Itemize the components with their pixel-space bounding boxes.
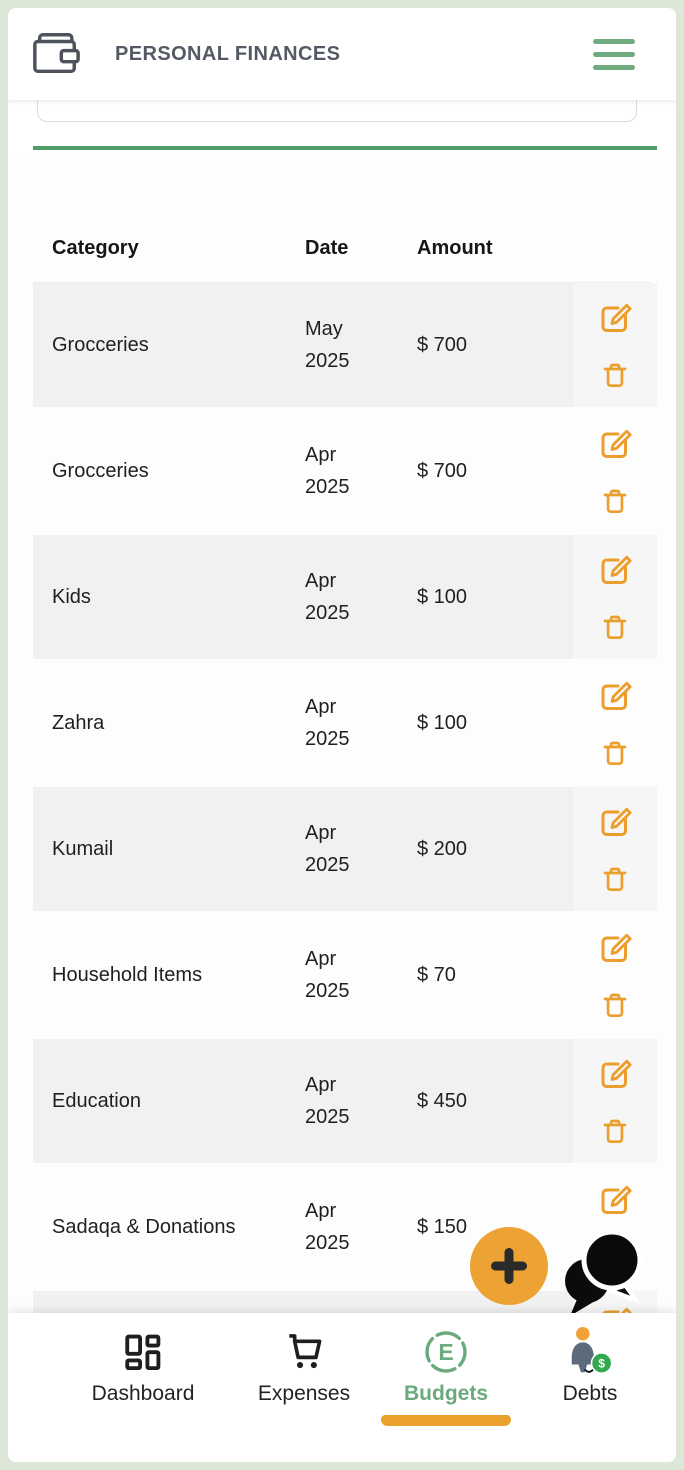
nav-label: Debts <box>562 1382 618 1405</box>
budget-date: Apr 2025 <box>305 1074 350 1128</box>
nav-item-dashboard[interactable] <box>92 1327 195 1406</box>
app-card <box>8 8 676 1462</box>
budget-category: Kids <box>52 585 91 608</box>
budget-date: Apr 2025 <box>305 822 350 876</box>
table-row <box>33 787 651 911</box>
budget-category: Sadaqa & Donations <box>52 1215 236 1238</box>
budget-amount: $ 450 <box>417 1089 468 1112</box>
budget-date: May 2025 <box>305 318 350 372</box>
budget-category: Education <box>52 1089 141 1112</box>
budget-category: Grocceries <box>52 333 149 356</box>
table-row-partial <box>33 1291 651 1313</box>
plus-icon <box>489 1246 529 1286</box>
row-actions <box>573 409 657 533</box>
budget-amount: $ 700 <box>417 459 468 482</box>
cart-icon <box>281 1329 327 1375</box>
table-row <box>33 409 651 533</box>
table-row <box>33 661 651 785</box>
active-tab-underline <box>381 1415 511 1426</box>
chat-icon[interactable] <box>562 1226 648 1318</box>
svg-text:E: E <box>438 1339 454 1365</box>
budget-amount: $ 200 <box>417 837 468 860</box>
bottom-nav <box>8 1313 676 1462</box>
row-actions <box>573 283 657 407</box>
budget-category: Grocceries <box>52 459 149 482</box>
edit-icon[interactable] <box>597 929 633 965</box>
budget-date: Apr 2025 <box>305 1200 350 1254</box>
table-row <box>33 1165 651 1289</box>
budget-category: Household Items <box>52 963 203 986</box>
table-header <box>33 152 651 283</box>
edit-icon[interactable] <box>597 1181 633 1217</box>
column-header-category: Category <box>52 237 139 259</box>
table-row <box>33 913 651 1037</box>
delete-icon[interactable] <box>599 359 631 391</box>
app-bar <box>8 8 676 100</box>
table-row <box>33 535 651 659</box>
row-actions <box>573 661 657 785</box>
budget-date: Apr 2025 <box>305 570 350 624</box>
column-header-amount: Amount <box>417 237 493 259</box>
edit-icon[interactable] <box>597 425 633 461</box>
nav-item-expenses[interactable] <box>258 1327 350 1406</box>
debts-icon <box>566 1326 614 1378</box>
budgets-icon <box>422 1328 470 1376</box>
dashboard-icon <box>121 1330 165 1374</box>
edit-icon[interactable] <box>597 677 633 713</box>
budget-amount: $ 150 <box>417 1215 468 1238</box>
edit-icon[interactable] <box>597 803 633 839</box>
row-actions <box>573 913 657 1037</box>
delete-icon[interactable] <box>599 737 631 769</box>
budget-date: Apr 2025 <box>305 696 350 750</box>
budget-category: Zahra <box>52 711 105 734</box>
delete-icon[interactable] <box>599 863 631 895</box>
edit-icon[interactable] <box>597 299 633 335</box>
row-actions <box>573 1039 657 1163</box>
nav-item-debts[interactable] <box>563 1327 618 1406</box>
budget-date: Apr 2025 <box>305 444 350 498</box>
budget-amount: $ 100 <box>417 711 468 734</box>
nav-label: Expenses <box>257 1382 351 1405</box>
wallet-logo-icon <box>28 29 84 79</box>
budget-category: Kumail <box>52 837 114 860</box>
budget-amount: $ 700 <box>417 333 468 356</box>
edit-icon[interactable] <box>597 1055 633 1091</box>
budget-amount: $ 100 <box>417 585 468 608</box>
nav-label: Budgets <box>404 1382 488 1405</box>
page-title: PERSONAL FINANCES <box>115 42 341 65</box>
column-header-date: Date <box>305 237 349 259</box>
table-row <box>33 283 651 407</box>
collapsed-filter-panel <box>37 100 637 122</box>
green-divider <box>33 146 657 150</box>
row-actions <box>573 787 657 911</box>
delete-icon[interactable] <box>599 989 631 1021</box>
add-budget-button[interactable] <box>470 1227 548 1305</box>
table-row <box>33 1039 651 1163</box>
budgets-table <box>8 152 676 1313</box>
edit-icon[interactable] <box>597 551 633 587</box>
delete-icon[interactable] <box>599 1115 631 1147</box>
nav-label: Dashboard <box>91 1382 195 1405</box>
budget-amount: $ 70 <box>417 963 456 986</box>
svg-text:$: $ <box>598 1356 606 1371</box>
nav-item-budgets[interactable] <box>381 1327 511 1426</box>
delete-icon[interactable] <box>599 611 631 643</box>
menu-icon[interactable] <box>593 31 635 78</box>
delete-icon[interactable] <box>599 485 631 517</box>
budget-date: Apr 2025 <box>305 948 350 1002</box>
row-actions <box>573 535 657 659</box>
